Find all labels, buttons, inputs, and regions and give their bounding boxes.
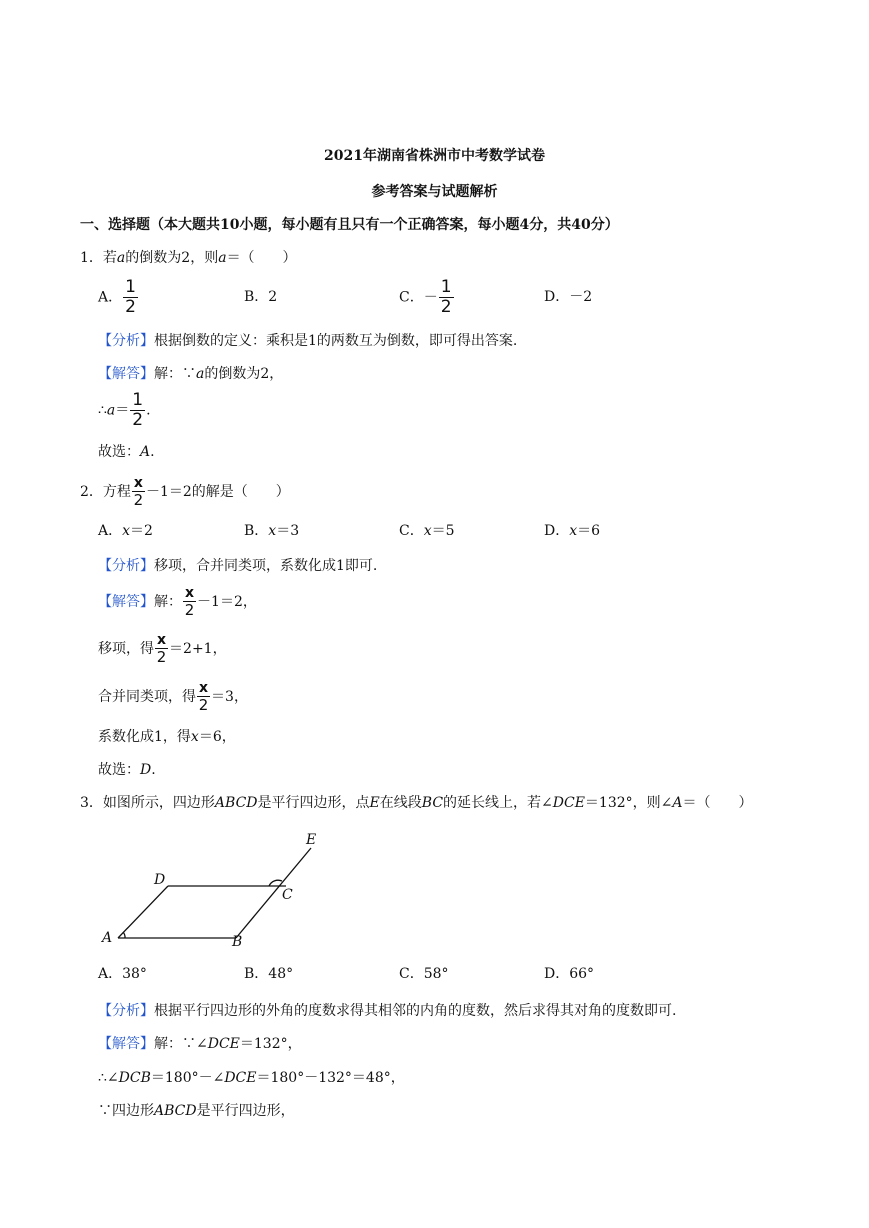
q3-option-d[interactable]: D．66° [544,966,595,982]
q2-step-3: 系数化成1，得x＝6， [98,729,236,745]
section-heading: 一、选择题（本大题共10小题，每小题有且只有一个正确答案，每小题4分，共40分） [80,217,619,233]
segment-be [236,848,311,938]
q1-option-c[interactable]: C．－ $\frac{1}{2}$ [399,277,452,317]
q2-analysis: 【分析】移项，合并同类项，系数化成1即可. [98,558,378,574]
label-e: E [306,832,317,848]
q2-option-a[interactable]: A．x＝2 [98,523,153,539]
q1-analysis: 【分析】根据倒数的定义：乘积是1的两数互为倒数，即可得出答案. [98,333,518,349]
q3-answer-line2: ∴∠DCB＝180°－∠DCE＝180°－132°＝48°， [98,1070,405,1086]
q1-stem: 1．若a的倒数为2，则a＝（ ） [80,250,297,266]
fraction: $\frac{1}{2}$ [440,277,452,317]
q2-option-b[interactable]: B．x＝3 [244,523,300,539]
fraction: $\frac{x}{2}$ [198,680,209,714]
page-subtitle: 参考答案与试题解析 [371,184,498,200]
fraction: $\frac{x}{2}$ [156,632,167,666]
q3-option-a[interactable]: A．38° [98,966,147,982]
q1-choice: 故选：A. [98,444,155,460]
q2-step-1: 移项，得 $\frac{x}{2}$ ＝2+1， [98,632,227,666]
q3-option-b[interactable]: B．48° [244,966,294,982]
fraction: $\frac{1}{2}$ [125,277,136,317]
q3-answer-line3: ∵四边形ABCD是平行四边形， [98,1103,295,1119]
q2-answer: 【解答】解： $\frac{x}{2}$ －1＝2， [98,585,257,619]
label-d: D [154,872,166,888]
q3-answer: 【解答】解：∵∠DCE＝132°， [98,1036,302,1052]
q1-option-a[interactable]: A． $\frac{1}{2}$ [98,277,136,317]
label-a: A [102,930,113,946]
q2-option-c[interactable]: C．x＝5 [399,523,455,539]
q1-option-b[interactable]: B．2 [244,289,278,305]
q2-choice: 故选：D. [98,762,156,778]
angle-a-arc [123,932,125,938]
q1-answer-line2: ∴a＝ $\frac{1}{2}$ . [98,390,151,430]
fraction: $\frac{1}{2}$ [132,390,144,430]
q3-analysis: 【分析】根据平行四边形的外角的度数求得其相邻的内角的度数，然后求得其对角的度数即可. [98,1003,677,1019]
q1-answer: 【解答】解：∵a的倒数为2， [98,366,284,382]
segment-ad [118,886,168,938]
q2-step-2: 合并同类项，得 $\frac{x}{2}$ ＝3， [98,680,248,714]
q1-option-d[interactable]: D．－2 [544,289,593,305]
q2-option-d[interactable]: D．x＝6 [544,523,601,539]
q3-option-c[interactable]: C．58° [399,966,449,982]
fraction: $\frac{x}{2}$ [184,585,195,619]
q2-stem: 2．方程 $\frac{x}{2}$ －1＝2的解是（ ） [80,475,290,509]
label-c: C [282,887,293,903]
fraction: $\frac{x}{2}$ [133,475,144,509]
q3-stem: 3．如图所示，四边形ABCD是平行四边形，点E在线段BC的延长线上，若∠DCE＝132°，则∠A＝（ ） [80,795,753,811]
page-title: 2021年湖南省株洲市中考数学试卷 [324,148,545,164]
parallelogram-figure [96,828,336,953]
label-b: B [232,934,243,950]
